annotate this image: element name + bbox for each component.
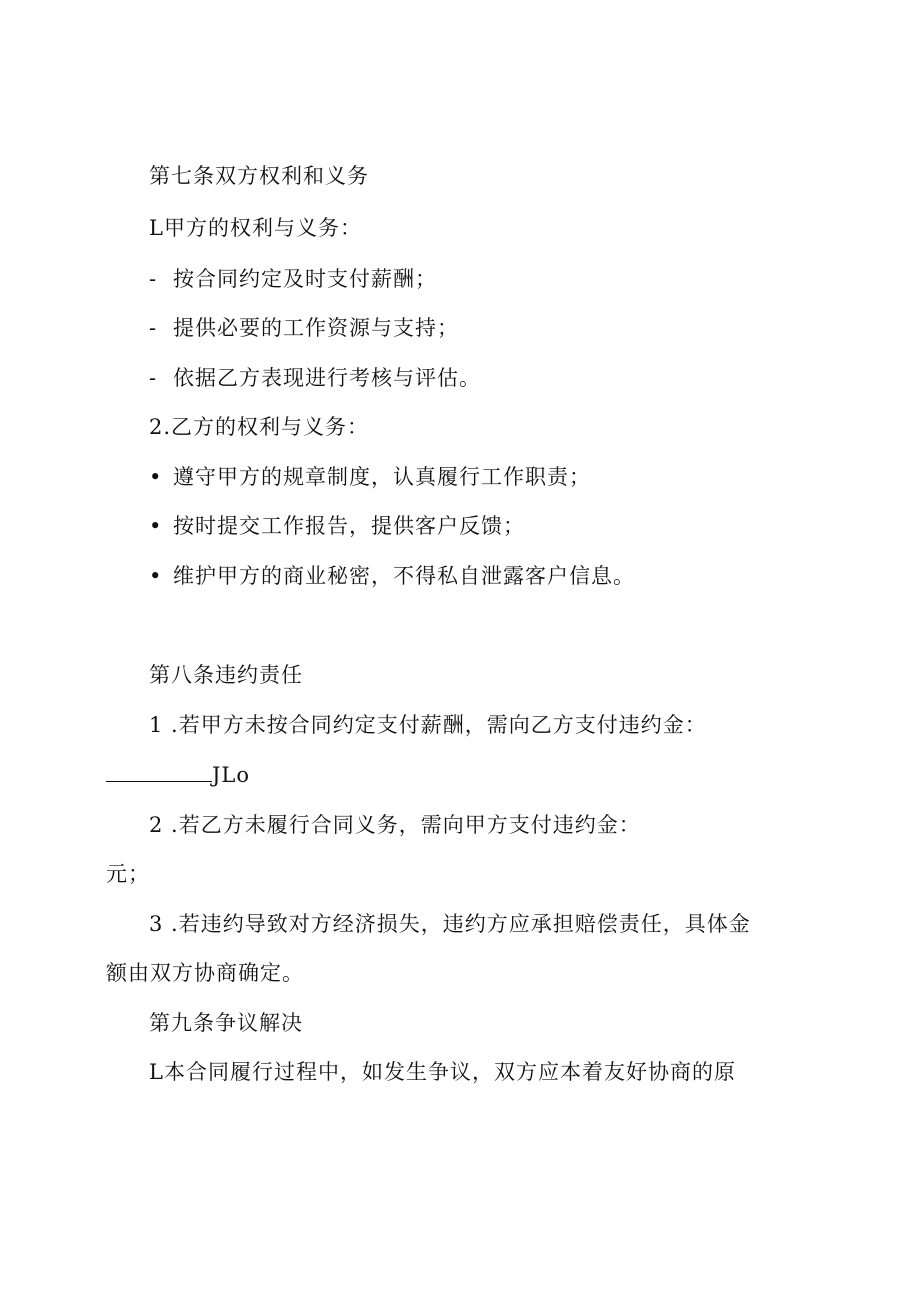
dash-marker: - <box>149 366 158 390</box>
article8-clause1: 1 .若甲方未按合同约定支付薪酬，需向乙方支付违约金： <box>149 713 707 737</box>
bullet-marker: • <box>149 564 163 588</box>
partyA-item-text: 提供必要的工作资源与支持； <box>173 316 459 340</box>
article7-title: 第七条双方权利和义务 <box>149 164 369 188</box>
partyA-item <box>149 364 481 392</box>
fill-in-blank <box>106 763 212 782</box>
partyB-item-text: 按时提交工作报告，提供客户反馈； <box>173 514 525 538</box>
dash-marker: - <box>149 267 158 291</box>
bullet-marker: • <box>149 514 163 538</box>
partyB-item <box>149 512 525 540</box>
article8-clause3-line2: 额由双方协商确定。 <box>106 961 304 985</box>
dash-marker: - <box>149 316 158 340</box>
article8-clause1-blank-line <box>106 761 250 789</box>
partyB-item-text: 遵守甲方的规章制度，认真履行工作职责； <box>173 465 591 489</box>
partyB-heading: 2.乙方的权利与义务： <box>149 415 370 439</box>
article8-clause3-line1: 3 .若违约导致对方经济损失，违约方应承担赔偿责任，具体金 <box>149 912 751 936</box>
article8-clause1-suffix: JLo <box>212 763 251 787</box>
article8-clause2: 2 .若乙方未履行合同义务，需向甲方支付违约金： <box>149 813 641 837</box>
partyA-item <box>149 314 459 342</box>
article8-clause2-cont: 元； <box>106 862 150 886</box>
partyA-item <box>149 265 437 293</box>
article8-title: 第八条违约责任 <box>149 663 303 687</box>
partyB-item <box>149 463 591 491</box>
article9-clause1-line1: L本合同履行过程中，如发生争议，双方应本着友好协商的原 <box>149 1060 736 1084</box>
bullet-marker: • <box>149 465 163 489</box>
partyA-heading: L甲方的权利与义务： <box>149 216 362 240</box>
partyB-item-text: 维护甲方的商业秘密，不得私自泄露客户信息。 <box>173 564 635 588</box>
partyB-item <box>149 562 635 590</box>
article9-title: 第九条争议解决 <box>149 1011 303 1035</box>
partyA-item-text: 按合同约定及时支付薪酬； <box>173 267 437 291</box>
partyA-item-text: 依据乙方表现进行考核与评估。 <box>173 366 481 390</box>
